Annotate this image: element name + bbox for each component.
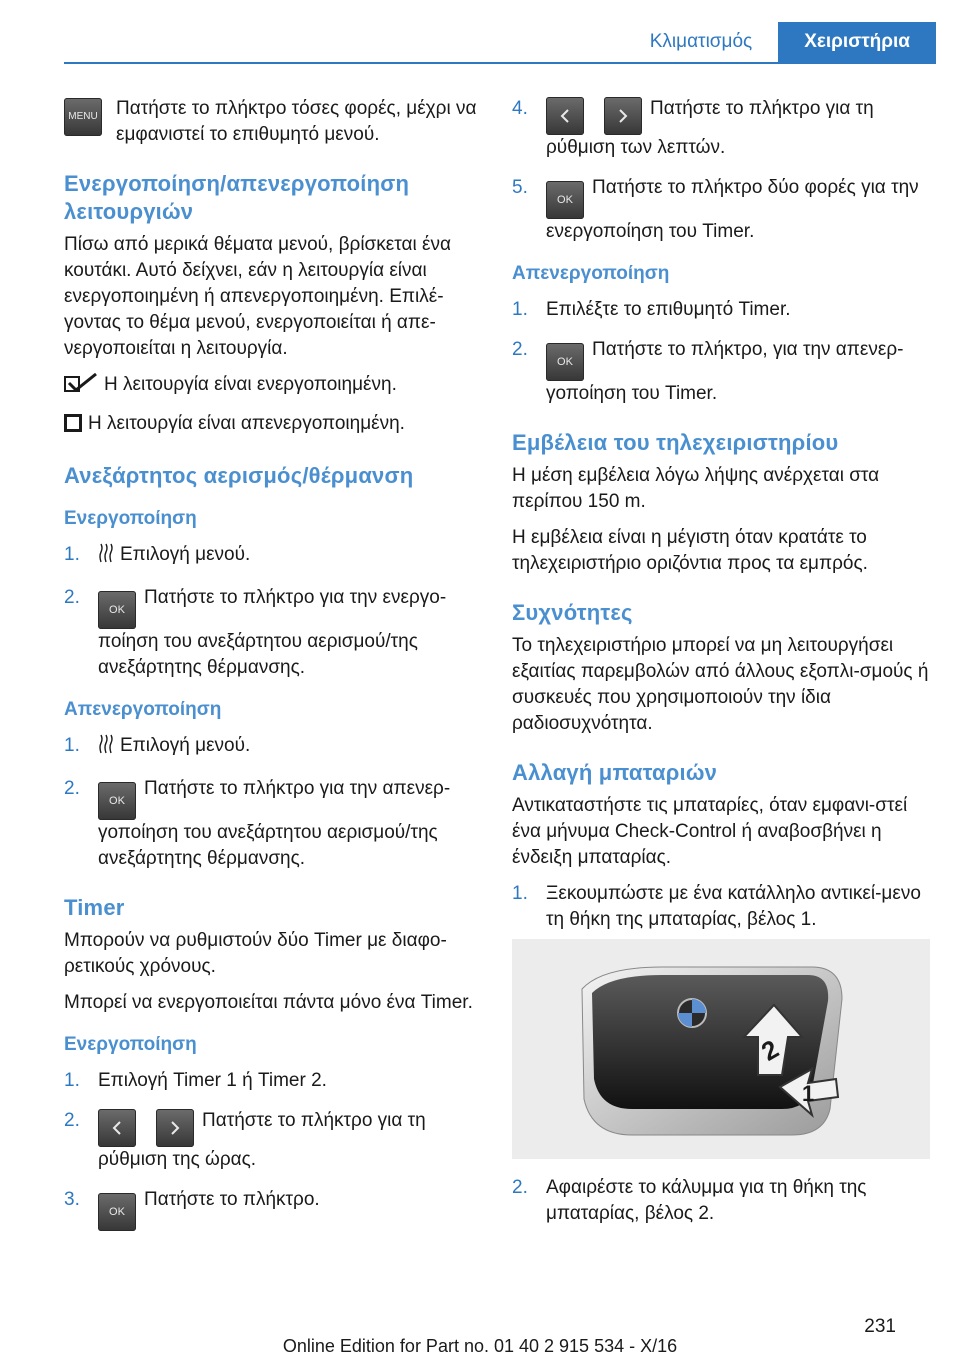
unchecked-text: Η λειτουργία είναι απενεργοποιημένη.	[88, 413, 405, 434]
step-text: Επιλέξτε το επιθυμητό Timer.	[546, 299, 791, 320]
list-item	[64, 585, 482, 681]
checked-line	[64, 372, 482, 401]
step-text: Αφαιρέστε το κάλυμμα για τη θήκη της μπαταρίας, βέλος 2.	[546, 1177, 867, 1224]
step-number: 3.	[64, 1189, 80, 1210]
heading-activation: Ενεργοποίηση/απενεργοποίηση λειτουργιών	[64, 171, 410, 224]
list-item	[512, 96, 930, 161]
battery-steps	[512, 881, 930, 933]
ventilation-icon	[98, 543, 114, 571]
step-number: 1.	[512, 883, 528, 904]
step-text: Επιλογή μενού.	[120, 735, 251, 756]
step-number: 2.	[64, 587, 80, 608]
step-number: 2.	[64, 1110, 80, 1131]
timer-off-steps	[512, 297, 930, 407]
step-text: Πατήστε το πλήκτρο για τη ρύθμιση της ώρας.	[98, 1110, 426, 1170]
tab-remote[interactable]: Χειριστήρια	[778, 22, 936, 62]
step-text: Πατήστε το πλήκτρο δύο φορές για την ενεργοποίηση του Timer.	[546, 177, 919, 242]
timer-paragraph-2: Μπορεί να ενεργοποιείται πάντα μόνο ένα Timer.	[64, 992, 473, 1013]
heading-activate: Ενεργοποίηση	[64, 508, 197, 529]
checked-text: Η λειτουργία είναι ενεργοποιημένη.	[104, 374, 397, 395]
battery-paragraph: Αντικαταστήστε τις μπαταρίες, όταν εμφανι‐στεί ένα μήνυμα Check-Control ή αναβοσβήνει η ένδειξη μπαταρίας.	[512, 795, 908, 868]
step-number: 2.	[64, 778, 80, 799]
checkbox-checked-icon	[64, 373, 98, 401]
chevron-right-icon	[604, 97, 642, 135]
step-text: Επιλογή μενού.	[120, 544, 251, 565]
left-column	[64, 96, 482, 1245]
list-item	[512, 337, 930, 407]
menu-text: Πατήστε το πλήκτρο τόσες φορές, μέχρι να εμφανιστεί το επιθυμητό μενού.	[116, 98, 477, 145]
step-number: 4.	[512, 98, 528, 119]
list-item	[64, 542, 482, 571]
step-number: 1.	[512, 299, 528, 320]
heading-frequencies: Συχνότητες	[512, 600, 633, 625]
list-item	[64, 1187, 482, 1231]
step-text: Ξεκουμπώστε με ένα κατάλληλο αντικεί‐μενο τη θήκη της μπαταρίας, βέλος 1.	[546, 883, 921, 930]
timer-steps	[64, 1068, 482, 1231]
checkbox-unchecked-icon	[64, 414, 82, 440]
ok-key-icon: OK	[546, 181, 584, 219]
timer-paragraph-1: Μπορούν να ρυθμιστούν δύο Timer με διαφο‐ρετικούς χρόνους.	[64, 930, 447, 977]
ok-key-icon: OK	[546, 343, 584, 381]
ok-key-icon: OK	[98, 1193, 136, 1231]
heading-timer-deactivate: Απενεργοποίηση	[512, 263, 670, 284]
activation-paragraph: Πίσω από μερικά θέματα μενού, βρίσκεται ένα κουτάκι. Αυτό δείχνει, εάν η λειτουργία είναι ενεργοποιημένη ή απενεργοποιημένη. Επιλέ‐γοντας το θέμα μενού, ενεργοποιείται ή απε‐νεργοποιείται η λειτουργία.	[64, 234, 451, 359]
step-number: 2.	[512, 1177, 528, 1198]
online-edition-footer: Online Edition for Part no. 01 40 2 915 534 - X/16	[282, 1336, 678, 1356]
arrow-1-label: 1	[802, 1081, 815, 1106]
list-item	[64, 1108, 482, 1173]
arrow-2-label: 2	[756, 1033, 784, 1067]
page-number: 231	[864, 1316, 896, 1337]
ok-key-icon: OK	[98, 782, 136, 820]
heading-range: Εμβέλεια του τηλεχειριστηρίου	[512, 430, 839, 455]
key-fob-image	[512, 939, 930, 1159]
unchecked-line	[64, 411, 482, 440]
step-number: 5.	[512, 177, 528, 198]
heading-deactivate: Απενεργοποίηση	[64, 699, 222, 720]
heading-timer: Timer	[64, 895, 125, 920]
chevron-right-icon	[156, 1109, 194, 1147]
tab-climate[interactable]: Κλιματισμός	[649, 31, 753, 52]
list-item	[64, 1068, 482, 1094]
timer-steps-continued	[512, 96, 930, 245]
step-text: Πατήστε το πλήκτρο για την απενερ‐γοποίηση του ανεξάρτητου αερισμού/της ανεξάρτητης θέρμανσης.	[98, 778, 451, 869]
list-item	[64, 733, 482, 762]
step-text: Πατήστε το πλήκτρο για τη ρύθμιση των λεπτών.	[546, 98, 874, 158]
step-number: 1.	[64, 544, 80, 565]
list-item	[512, 881, 930, 933]
step-text: Πατήστε το πλήκτρο, για την απενερ‐γοποίηση του Timer.	[546, 339, 904, 404]
heading-timer-activate: Ενεργοποίηση	[64, 1034, 197, 1055]
heading-battery: Αλλαγή μπαταριών	[512, 760, 718, 785]
step-text: Πατήστε το πλήκτρο.	[144, 1189, 320, 1210]
step-number: 2.	[512, 339, 528, 360]
battery-steps-continued	[512, 1175, 930, 1227]
step-text: Επιλογή Timer 1 ή Timer 2.	[98, 1070, 327, 1091]
list-item	[64, 776, 482, 872]
frequencies-paragraph: Το τηλεχειριστήριο μπορεί να μη λειτουργήσει εξαιτίας παρεμβολών από άλλους εξοπλι‐σμούς ή συσκευές που χρησιμοποιούν την ίδια ραδιοσυχνότητα.	[512, 635, 929, 734]
chevron-left-icon	[546, 97, 584, 135]
menu-instruction	[64, 96, 482, 148]
right-column	[512, 96, 930, 1241]
ok-key-icon: OK	[98, 591, 136, 629]
chevron-left-icon	[98, 1109, 136, 1147]
step-number: 1.	[64, 1070, 80, 1091]
range-paragraph-2: Η εμβέλεια είναι η μέγιστη όταν κρατάτε το τηλεχειριστήριο οριζόντια προς τα εμπρός.	[512, 527, 868, 574]
list-item	[512, 297, 930, 323]
header-tabs	[624, 22, 936, 62]
list-item	[512, 175, 930, 245]
menu-key-icon: MENU	[64, 98, 102, 136]
heading-independent: Ανεξάρτητος αερισμός/θέρμανση	[64, 463, 414, 488]
header-rule	[64, 62, 936, 64]
step-number: 1.	[64, 735, 80, 756]
list-item	[512, 1175, 930, 1227]
range-paragraph-1: Η μέση εμβέλεια λόγω λήψης ανέρχεται στα περίπου 150 m.	[512, 465, 880, 512]
step-text: Πατήστε το πλήκτρο για την ενεργο‐ποίηση του ανεξάρτητου αερισμού/της ανεξάρτητης θέρμανσης.	[98, 587, 447, 678]
activate-steps	[64, 542, 482, 681]
ventilation-icon	[98, 734, 114, 762]
deactivate-steps	[64, 733, 482, 872]
